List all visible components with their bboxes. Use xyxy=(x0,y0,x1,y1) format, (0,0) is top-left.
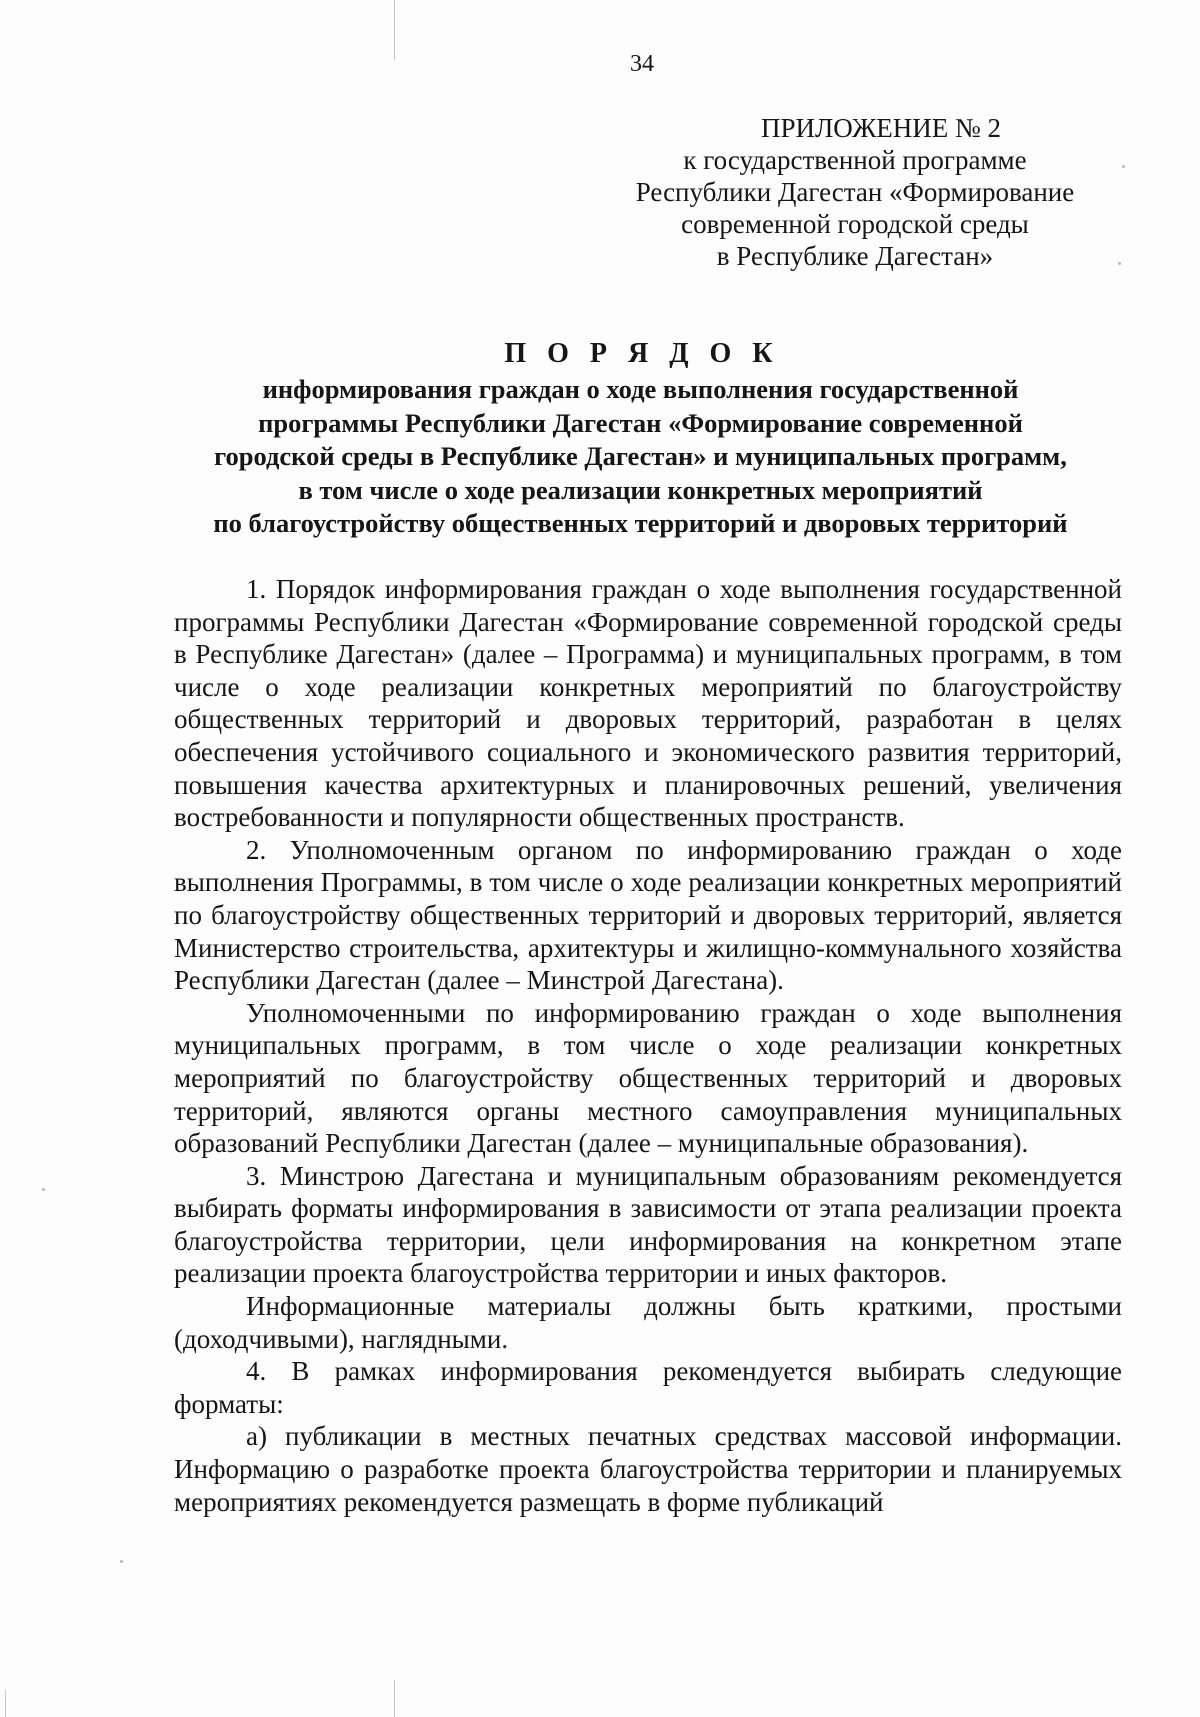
paragraph-4a: а) публикации в местных печатных средствах массовой информации. Информацию о разработке проекта благоустройства территории и планируемых мероприятиях рекомендуется размещать в форме публикаций xyxy=(174,1421,1122,1517)
annex-line: к государственной программе xyxy=(683,145,1027,175)
scan-artifact xyxy=(1118,262,1121,265)
paragraph-1: 1. Порядок информирования граждан о ходе выполнения государственной программы Республики Дагестан «Формирование современной городской среды в Республике Дагестан» (далее – Программа) и муниципальных программ, в том числе о ходе реализации конкретных мероприятий по благоустройству общественных территорий и дворовых территорий, разработан в целях обеспечения устойчивого социального и экономического развития территорий, повышения качества архитектурных и планировочных решений, увеличения востребованности и популярности общественных пространств. xyxy=(174,574,1122,833)
page-number: 34 xyxy=(630,51,654,77)
subtitle-line: информирования граждан о ходе выполнения государственной xyxy=(262,374,1019,404)
scan-artifact xyxy=(1122,165,1125,168)
scan-artifact xyxy=(394,1680,395,1717)
subtitle-line: по благоустройству общественных территорий и дворовых территорий xyxy=(213,508,1068,539)
paragraph-3-continued: Информационные материалы должны быть краткими, простыми (доходчивыми), наглядными. xyxy=(174,1291,1122,1354)
paragraph-4: 4. В рамках информирования рекомендуется выбирать следующие форматы: xyxy=(174,1356,1122,1419)
annex-title: ПРИЛОЖЕНИЕ № 2 xyxy=(760,113,1002,143)
scan-artifact xyxy=(5,1690,6,1717)
annex-line: Республики Дагестан «Формирование xyxy=(635,177,1075,207)
document-title: П О Р Я Д О К xyxy=(504,338,780,369)
annex-block xyxy=(600,112,1110,272)
document-subtitle xyxy=(168,373,1113,541)
paragraph-2: 2. Уполномоченным органом по информированию граждан о ходе выполнения Программы, в том числе о ходе реализации конкретных мероприятий по благоустройству общественных территорий и дворовых территорий, является Министерство строительства, архитектуры и жилищно-коммунального хозяйства Республики Дагестан (далее – Минстрой Дагестана). xyxy=(174,834,1122,996)
scan-artifact xyxy=(394,0,395,60)
subtitle-line: городской среды в Республике Дагестан» и муниципальных программ, xyxy=(214,441,1067,472)
paragraph-3: 3. Минстрою Дагестана и муниципальным образованиям рекомендуется выбирать форматы информирования в зависимости от этапа реализации проекта благоустройства территории, цели информирования на конкретном этапе реализации проекта благоустройства территории и иных факторов. xyxy=(174,1160,1122,1289)
subtitle-line: программы Республики Дагестан «Формирование современной xyxy=(258,407,1023,438)
annex-line: современной городской среды xyxy=(681,209,1029,239)
annex-line: в Республике Дагестан» xyxy=(716,241,994,271)
scan-artifact xyxy=(42,1188,45,1191)
subtitle-line: в том числе о ходе реализации конкретных мероприятий xyxy=(298,474,983,505)
paragraph-2-continued: Уполномоченными по информированию граждан о ходе выполнения муниципальных программ, в том числе о ходе реализации конкретных мероприятий по благоустройству общественных территорий и дворовых территорий, являются органы местного самоуправления муниципальных образований Республики Дагестан (далее – муниципальные образования). xyxy=(174,997,1122,1159)
scan-artifact xyxy=(120,1560,123,1563)
document-body xyxy=(174,573,1122,1518)
